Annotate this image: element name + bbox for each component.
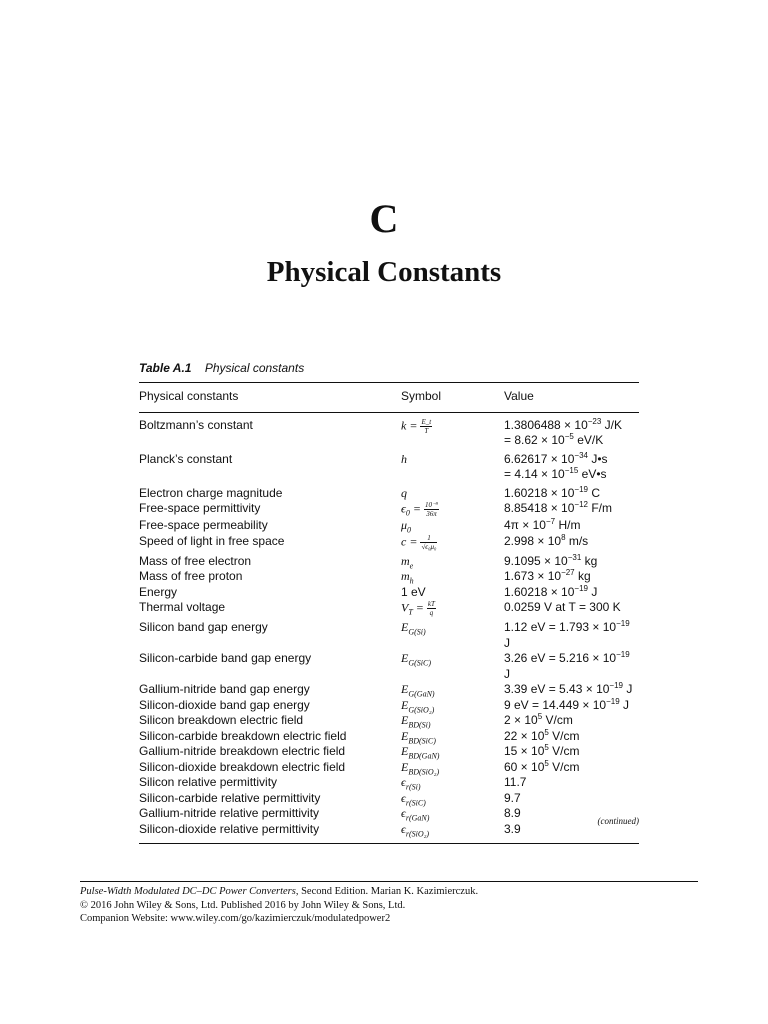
constant-symbol: h (401, 451, 407, 466)
footer-website: Companion Website: www.wiley.com/go/kazimierczuk/modulatedpower2 (80, 913, 391, 924)
header-value: Value (504, 389, 534, 403)
constant-symbol: $\epsilon_{r(GaN)}$ (401, 806, 430, 823)
constant-value: 9.7 (504, 790, 521, 805)
table-row (139, 569, 639, 585)
constant-value: 3.9 (504, 821, 521, 836)
constant-value: 9 eV = $14.449 \times 10^{-19}$ J (504, 696, 630, 712)
constant-name: Silicon-dioxide breakdown electric field (139, 759, 346, 774)
header-name: Physical constants (139, 389, 239, 403)
constant-symbol: c = $\frac{1}{\text{√ϵ₀μ₀}}$ (401, 533, 437, 551)
constant-value: 8.9 (504, 806, 521, 820)
table-caption (139, 361, 304, 375)
constant-symbol: $E_{G(SiO_2)}$ (401, 697, 435, 714)
constant-name: Mass of free proton (139, 569, 243, 583)
constant-name: Boltzmann’s constant (139, 417, 253, 432)
table-row (139, 600, 639, 617)
constant-value: 3.39 eV = $5.43 \times 10^{-19}$ J (504, 681, 633, 696)
table-row (139, 501, 639, 518)
constant-value: $9.1095 \times 10^{-31}$ kg (504, 552, 598, 568)
table-row (139, 620, 639, 651)
footer-citation: Pulse-Width Modulated DC–DC Power Converters, Second Edition. Marian K. Kazimierczuk. (80, 886, 479, 897)
constant-symbol: 1 eV (401, 584, 426, 599)
table-row (139, 775, 639, 791)
constant-name: Mass of free electron (139, 553, 252, 568)
constant-name: Silicon-dioxide band gap energy (139, 697, 310, 712)
table-row (139, 791, 639, 807)
constant-symbol: $\epsilon_{r(SiC)}$ (401, 790, 426, 807)
constant-name: Thermal voltage (139, 600, 226, 614)
constant-name: Silicon-carbide band gap energy (139, 651, 312, 665)
constant-name: Energy (139, 584, 178, 599)
constant-name: Gallium-nitride breakdown electric field (139, 744, 346, 758)
constant-value: $60 \times 10^5$ V/cm (504, 758, 580, 774)
constant-symbol: $V_T$ = $\frac{kT}{q}$ (401, 600, 435, 617)
constant-value: $1.60218 \times 10^{-19}$ C (504, 484, 600, 500)
constant-name: Silicon-dioxide relative permittivity (139, 821, 320, 836)
footer-rule (80, 881, 698, 882)
constant-name: Silicon band gap energy (139, 620, 268, 634)
table-row (139, 418, 639, 449)
chapter-letter: C (369, 196, 399, 241)
table-header-row (139, 383, 639, 412)
table-row (139, 518, 639, 534)
constant-value: $1.673 \times 10^{-27}$ kg (504, 568, 591, 583)
table-label: Table A.1 (139, 361, 192, 375)
constant-symbol: $E_{G(GaN)}$ (401, 682, 435, 699)
constant-symbol: $m_e$ (401, 553, 414, 570)
constant-value: 11.7 (504, 775, 527, 789)
table-row (139, 534, 639, 551)
table-row (139, 486, 639, 502)
constant-symbol: k = $\frac{E\_t}{T}$ (401, 417, 432, 435)
constant-name: Free-space permeability (139, 518, 268, 532)
constant-value: $1.3806488 \times 10^{-23}$ J/K = $8.62 \times 10^{-5}$ eV/K (504, 416, 622, 447)
constant-name: Silicon-carbide relative permittivity (139, 790, 321, 805)
footer-copyright: © 2016 John Wiley & Sons, Ltd. Published 2016 by John Wiley & Sons, Ltd. (80, 899, 406, 911)
constant-symbol: $E_{BD(Si)}$ (401, 713, 431, 730)
table-row (139, 585, 639, 601)
constant-symbol: $E_{BD(SiC)}$ (401, 728, 436, 745)
constant-value: $8.85418 \times 10^{-12}$ F/m (504, 500, 612, 515)
constant-symbol: $m_h$ (401, 569, 414, 586)
table-row (139, 682, 639, 698)
constant-name: Electron charge magnitude (139, 485, 283, 500)
table-row (139, 651, 639, 682)
page-footer (80, 885, 700, 926)
constant-symbol: $E_{BD(SiO_2)}$ (401, 759, 440, 776)
constant-value: $22 \times 10^5$ V/cm (504, 727, 580, 743)
constant-value: $2.998 \times 10^8$ m/s (504, 532, 589, 548)
constant-value: 3.26 eV = $5.216 \times 10^{-19}$ J (504, 650, 630, 681)
table-row (139, 698, 639, 714)
constant-value: $15 \times 10^5$ V/cm (504, 743, 580, 758)
constant-symbol: q (401, 485, 407, 500)
constant-value: 1.12 eV = $1.793 \times 10^{-19}$ J (504, 619, 630, 650)
constant-name: Silicon relative permittivity (139, 775, 278, 789)
constant-symbol: $\epsilon_0$ = $\frac{\text{10⁻⁹}}{36\pi}$ (401, 501, 439, 518)
constant-value: 0.0259 V at T = 300 K (504, 600, 621, 614)
chapter-title: Physical Constants (266, 256, 502, 288)
constant-name: Silicon-carbide breakdown electric field (139, 728, 347, 743)
constant-name: Gallium-nitride relative permittivity (139, 806, 320, 820)
constant-value: $2 \times 10^5$ V/cm (504, 712, 573, 727)
constant-symbol: $E_{G(Si)}$ (401, 620, 426, 637)
table-row (139, 713, 639, 729)
constant-name: Free-space permittivity (139, 501, 261, 515)
constant-symbol: $\epsilon_{r(SiO_2)}$ (401, 821, 430, 838)
table-row (139, 554, 639, 570)
constants-table (139, 382, 639, 844)
constant-symbol: $\mu_0$ (401, 518, 412, 535)
constant-symbol: $E_{G(SiC)}$ (401, 651, 432, 668)
table-caption-text: Physical constants (204, 361, 305, 375)
constant-name: Gallium-nitride band gap energy (139, 682, 310, 696)
table-row (139, 760, 639, 776)
constant-value: $4\pi \times 10^{-7}$ H/m (504, 517, 581, 532)
constant-symbol: $\epsilon_{r(Si)}$ (401, 775, 421, 792)
table-row (139, 744, 639, 760)
table-row (139, 452, 639, 483)
constant-value: $1.60218 \times 10^{-19}$ J (504, 583, 598, 599)
constant-name: Planck’s constant (139, 451, 233, 466)
continued-note: (continued) (597, 816, 639, 826)
constant-symbol: $E_{BD(GaN)}$ (401, 744, 440, 761)
header-symbol: Symbol (401, 389, 442, 403)
constant-name: Speed of light in free space (139, 533, 285, 548)
table-body (139, 413, 639, 844)
table-row (139, 729, 639, 745)
constant-name: Silicon breakdown electric field (139, 713, 304, 727)
constant-value: $6.62617 \times 10^{-34}$ J•s = $4.14 \times 10^{-15}$ eV•s (504, 450, 608, 481)
